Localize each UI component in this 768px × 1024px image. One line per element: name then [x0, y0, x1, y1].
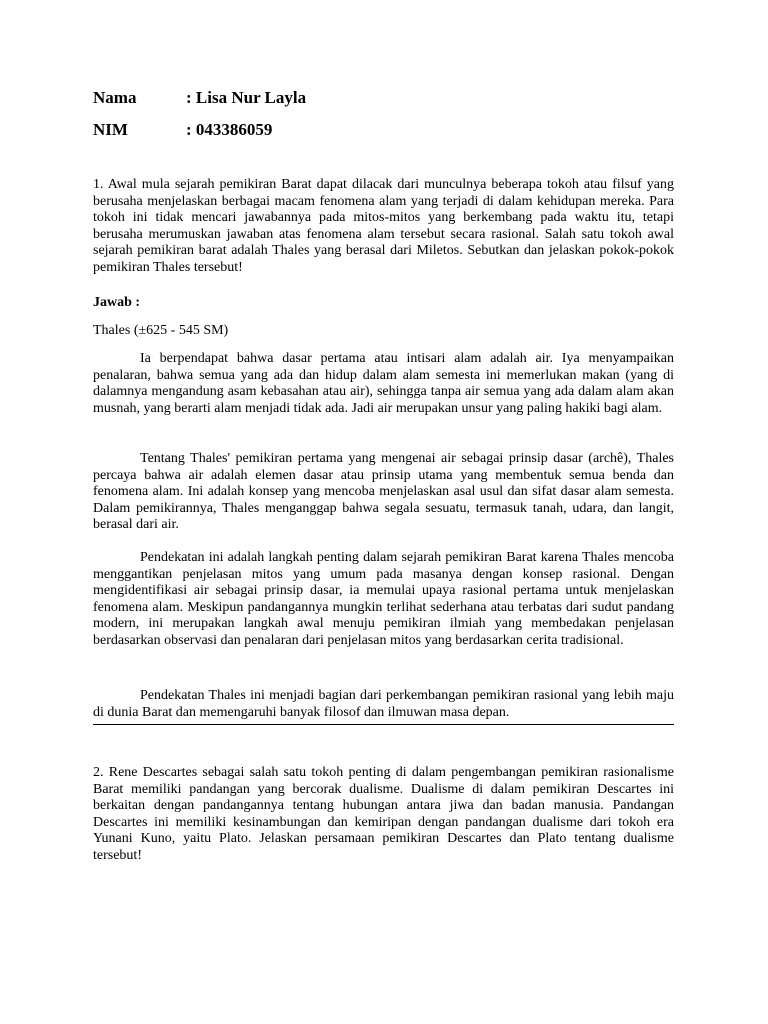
answer-label: Jawab : — [93, 295, 141, 310]
answer-paragraph-4: Pendekatan Thales ini menjadi bagian dari perkembangan pemikiran rasional yang lebih maju di dunia Barat dan memengaruhi banyak filosof dan ilmuwan masa depan. — [93, 688, 674, 720]
name-row — [93, 88, 306, 108]
name-label: Nama — [93, 88, 137, 107]
answer-subtitle: Thales (±625 - 545 SM) — [93, 323, 229, 338]
answer-paragraph-3: Pendekatan ini adalah langkah penting dalam sejarah pemikiran Barat karena Thales mencoba menggantikan penjelasan mitos yang umum pada masanya dengan konsep rasional. Dengan mengidentifikasi air sebagai prinsip dasar, ia memulai upaya rasional pertama untuk menjelaskan fenomena alam. Meskipun pandangannya mungkin terlihat sederhana atau terbatas dari sudut pandang modern, ini merupakan langkah awal menuju pemikiran ilmiah yang membedakan penjelasan berdasarkan observasi dan penalaran dari penjelasan mitos yang berdasarkan cerita tradisional. — [93, 550, 674, 648]
answer-paragraph-2: Tentang Thales' pemikiran pertama yang mengenai air sebagai prinsip dasar (archê), Thales percaya bahwa air adalah elemen dasar atau prinsip utama yang membentuk semua benda dan fenomena alam. Ini adalah konsep yang mencoba menjelaskan asal usul dan sifat dasar alam semesta. Dalam pemikirannya, Thales menganggap bahwa segala sesuatu, termasuk tanah, udara, dan langit, berasal dari air. — [93, 451, 674, 532]
question-1-text: 1. Awal mula sejarah pemikiran Barat dapat dilacak dari munculnya beberapa tokoh atau filsuf yang berusaha menjelaskan berbagai macam fenomena alam yang terjadi di dalam kehidupan mereka. Para tokoh ini tidak mencari jawabannya pada mitos-mitos yang berkembang pada waktu itu, tetapi berusaha merumuskan jawaban atas fenomena alam tersebut secara rasional. Salah satu tokoh awal sejarah pemikiran barat adalah Thales yang berasal dari Miletos. Sebutkan dan jelaskan pokok-pokok pemikiran Thales tersebut! — [93, 177, 674, 275]
question-2-text: 2. Rene Descartes sebagai salah satu tokoh penting di dalam pengembangan pemikiran rasionalisme Barat memiliki pandangan yang bercorak dualisme. Dualisme di dalam pemikiran Descartes ini berkaitan dengan pandangannya tentang hubungan antara jiwa dan badan manusia. Pandangan Descartes ini memiliki kesinambungan dan kemiripan dengan pandangan dualisme dari tokoh era Yunani Kuno, yaitu Plato. Jelaskan persamaan pemikiran Descartes dan Plato tentang dualisme tersebut! — [93, 765, 674, 863]
nim-row — [93, 120, 272, 140]
name-value: : Lisa Nur Layla — [186, 88, 307, 107]
nim-label: NIM — [93, 120, 128, 139]
section-divider — [93, 724, 674, 725]
answer-paragraph-1: Ia berpendapat bahwa dasar pertama atau intisari alam adalah air. Iya menyampaikan penalaran, bahwa semua yang ada dan hidup dalam alam semesta ini memerlukan makan (yang di dalamnya mengandung asam kebasahan atau air), sehingga tanpa air semua yang ada dalam alam akan musnah, yang berarti alam menjadi tidak ada. Jadi air merupakan unsur yang paling hakiki bagi alam. — [93, 351, 674, 416]
nim-value: : 043386059 — [186, 120, 273, 139]
